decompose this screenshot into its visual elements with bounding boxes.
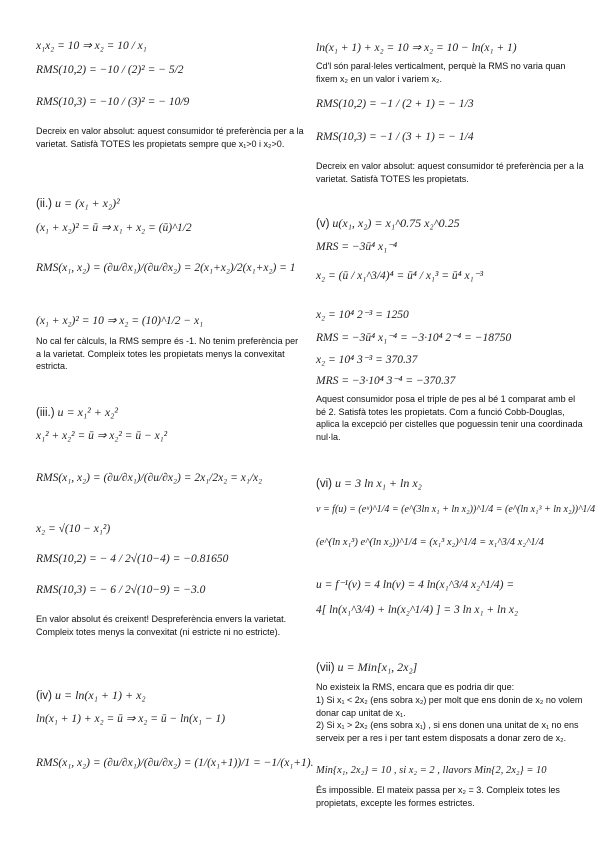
- equation: RMS(10,3) = −1 / (3 + 1) = − 1/4: [316, 131, 474, 143]
- paragraph: Decreix en valor absolut: aquest consumidor té preferència per a la varietat. Satisfà TOTES les propietats sempre que x₁>0 i x₂>0.: [36, 126, 304, 149]
- equation: (x₁ + x₂)² = ū ⇒ x₁ + x₂ = (ū)^1/2: [36, 222, 192, 234]
- equation: RMS(10,2) = −10 / (2)² = − 5/2: [36, 64, 184, 76]
- section-label: (v): [316, 218, 330, 230]
- section-label: (vii): [316, 662, 335, 674]
- equation: RMS(x₁, x₂) = (∂u/∂x₁)/(∂u/∂x₂) = 2(x₁+x₂)/2(x₁+x₂) = 1: [36, 262, 296, 274]
- utility-function: u = ln(x₁ + 1) + x₂: [54, 688, 146, 702]
- section-label: (ii.): [36, 198, 52, 210]
- paragraph: 1) Si x₁ < 2x₂ (ens sobra x₂) per molt que ens donin de x₂ no volem donar cap unitat de x₁.: [316, 695, 583, 718]
- paragraph: No cal fer càlculs, la RMS sempre és -1. No tenim preferència per a la varietat. Compleix totes les propietats menys la convexitat estricta.: [36, 336, 299, 371]
- equation: RMS(10,2) = −1 / (2 + 1) = − 1/3: [316, 98, 474, 110]
- section-heading: [316, 660, 417, 675]
- equation: ln(x₁ + 1) + x₂ = 10 ⇒ x₂ = 10 − ln(x₁ + 1): [316, 42, 517, 54]
- paragraph: En valor absolut és creixent! Despreferència envers la varietat. Compleix totes menys la convexitat (ni estricte ni no estricte).: [36, 614, 287, 637]
- paragraph: Aquest consumidor posa el triple de pes al bé 1 comparat amb el bé 2. Satisfà totes les propietats. Com a funció Cobb-Douglas, aplica la excepció per cistelles que poguessin tenir una coordinada nul·la.: [316, 394, 583, 442]
- equation: RMS(10,2) = − 4 / 2√(10−4) = −0.81650: [36, 553, 229, 565]
- utility-function: u = Min[x₁, 2x₂]: [337, 660, 418, 674]
- equation: x₂ = 10⁴ 2⁻³ = 1250: [316, 309, 409, 321]
- equation: (e^(ln x₁³) e^(ln x₂))^1/4 = (x₁³ x₂)^1/4 = x₁^3/4 x₂^1/4: [316, 537, 544, 548]
- section-heading: [36, 688, 146, 703]
- equation: (x₁ + x₂)² = 10 ⇒ x₂ = (10)^1/2 − x₁: [36, 315, 204, 327]
- equation: 4[ ln(x₁^3/4) + ln(x₂^1/4) ] = 3 ln x₁ + ln x₂: [316, 604, 518, 616]
- equation: MRS = −3ū⁴ x₁⁻⁴: [316, 241, 398, 253]
- equation: RMS(10,3) = − 6 / 2√(10−9) = −3.0: [36, 584, 206, 596]
- equation: RMS(x₁, x₂) = (∂u/∂x₁)/(∂u/∂x₂) = (1/(x₁+1))/1 = −1/(x₁+1).: [36, 757, 314, 769]
- section-heading: [316, 476, 422, 491]
- utility-function: u = (x₁ + x₂)²: [54, 196, 120, 210]
- utility-function: u = x₁² + x₂²: [57, 405, 118, 419]
- equation: u = f⁻¹(v) = 4 ln(v) = 4 ln(x₁^3/4 x₂^1/4) =: [316, 579, 515, 591]
- equation: Min{x₁, 2x₂} = 10 , si x₂ = 2 , llavors Min{2, 2x₂} = 10: [316, 765, 547, 776]
- equation: x₁x₂ = 10 ⇒ x₂ = 10 / x₁: [36, 40, 147, 52]
- paragraph: Cd'l són paral·leles verticalment, perquè la RMS no varia quan fixem x₂ en un valor i variem x₂.: [316, 61, 566, 84]
- paragraph: Decreix en valor absolut: aquest consumidor té preferència per a la varietat. Satisfà TOTES les propietats.: [316, 161, 584, 184]
- section-heading: [36, 196, 120, 211]
- equation: RMS = −3ū⁴ x₁⁻⁴ = −3·10⁴ 2⁻⁴ = −18750: [316, 332, 512, 344]
- utility-function: u = 3 ln x₁ + ln x₂: [334, 476, 422, 490]
- paragraph: 2) Si x₁ > 2x₂ (ens sobra x₁) , si ens donen una unitat de x₁ no ens serveix per a res i per tant estem disposats a donar zero de x₂.: [316, 720, 579, 743]
- equation: x₂ = (ū / x₁^3/4)⁴ = ū⁴ / x₁³ = ū⁴ x₁⁻³: [316, 270, 484, 282]
- equation: RMS(x₁, x₂) = (∂u/∂x₁)/(∂u/∂x₂) = 2x₁/2x₂ = x₁/x₂: [36, 472, 263, 484]
- section-label: (iv): [36, 690, 52, 702]
- section-label: (iii.): [36, 407, 55, 419]
- equation: MRS = −3·10⁴ 3⁻⁴ = −370.37: [316, 375, 456, 387]
- section-heading: [316, 216, 460, 231]
- equation: RMS(10,3) = −10 / (3)² = − 10/9: [36, 96, 190, 108]
- utility-function: u(x₁, x₂) = x₁^0.75 x₂^0.25: [332, 216, 460, 230]
- equation: ln(x₁ + 1) + x₂ = ū ⇒ x₂ = ū − ln(x₁ − 1): [36, 713, 226, 725]
- section-label: (vi): [316, 478, 332, 490]
- section-heading: [36, 405, 118, 420]
- equation: x₁² + x₂² = ū ⇒ x₂² = ū − x₁²: [36, 430, 168, 442]
- equation: x₂ = √(10 − x₁²): [36, 523, 111, 535]
- paragraph: No existeix la RMS, encara que es podria dir que:: [316, 682, 515, 692]
- equation: v = f(u) = (eᵘ)^1/4 = (e^(3ln x₁ + ln x₂))^1/4 = (e^(ln x₁³ + ln x₂))^1/4: [316, 504, 596, 515]
- paragraph: És impossible. El mateix passa per x₂ = 3. Compleix totes les propietats, excepte les formes estrictes.: [316, 785, 560, 808]
- equation: x₂ = 10⁴ 3⁻³ = 370.37: [316, 354, 418, 366]
